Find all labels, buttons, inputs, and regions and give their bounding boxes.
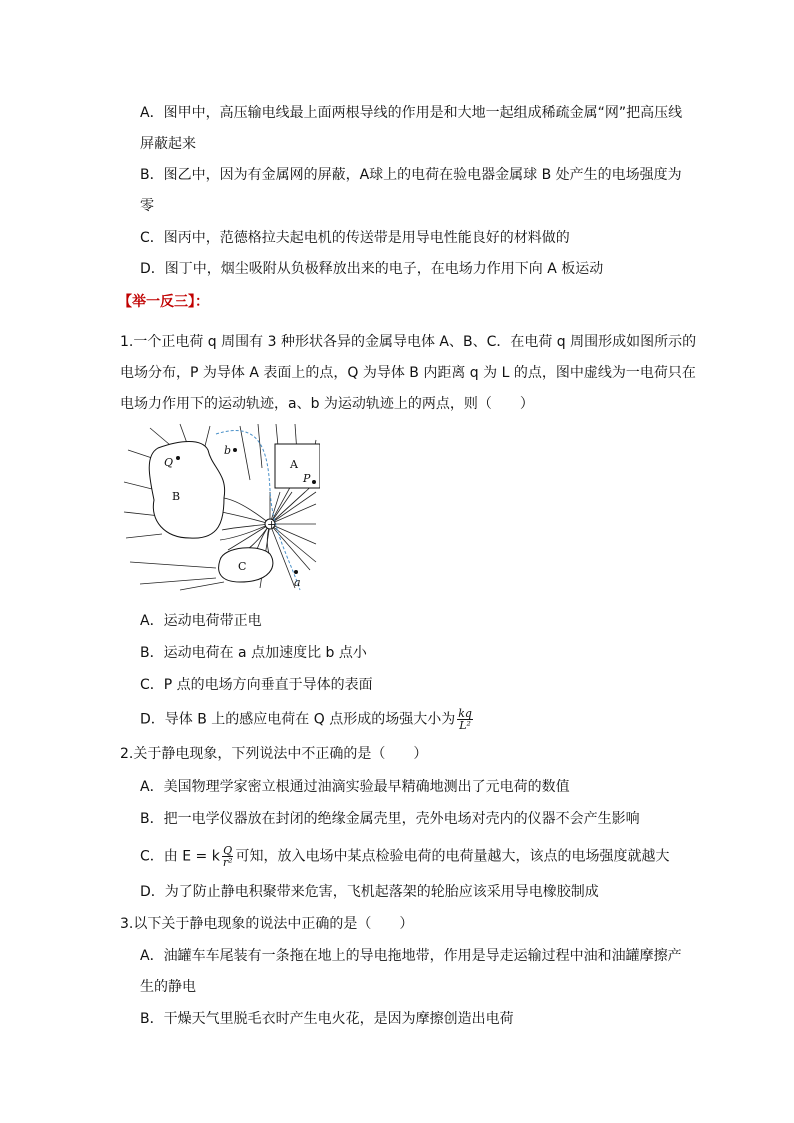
prev-option-a-line1: A．图甲中，高压输电线最上面两根导线的作用是和大地一起组成稀疏金属“网”把高压线 xyxy=(140,105,683,121)
point-q xyxy=(176,456,180,460)
q3-stem: 3.以下关于静电现象的说法中正确的是（ ） xyxy=(120,916,414,932)
label-q: Q xyxy=(164,456,174,469)
point-p xyxy=(312,480,316,484)
q1-option-a: A．运动电荷带正电 xyxy=(140,613,262,629)
label-b-point: b xyxy=(224,444,232,457)
q1-stem-line1: 1.一个正电荷 q 周围有 3 种形状各异的金属导电体 A、B、C．在电荷 q 周围形成如图所示的 xyxy=(120,334,697,350)
q1-option-d-fraction xyxy=(457,708,473,731)
prev-option-a-line2: 屏蔽起来 xyxy=(140,136,196,152)
q3-option-b: B．干燥天气里脱毛衣时产生电火花，是因为摩擦创造出电荷 xyxy=(140,1011,514,1027)
q1-stem-line2: 电场分布，P 为导体 A 表面上的点，Q 为导体 B 内距离 q 为 L 的点，图中虚线为一电荷只在 xyxy=(120,365,696,381)
q1-option-c: C．P 点的电场方向垂直于导体的表面 xyxy=(140,677,373,693)
q1-stem-line3: 电场力作用下的运动轨迹，a、b 为运动轨迹上的两点，则（ ） xyxy=(120,396,534,412)
q2-stem: 2.关于静电现象，下列说法中不正确的是（ ） xyxy=(120,746,428,762)
q2-option-c xyxy=(140,845,669,868)
label-a-point: a xyxy=(294,576,301,589)
field-diagram xyxy=(120,420,320,592)
prev-option-b-line1: B．图乙中，因为有金属网的屏蔽，A球上的电荷在验电器金属球 B 处产生的电场强度为 xyxy=(140,167,682,183)
label-c-conductor: C xyxy=(238,560,247,573)
q1-option-b: B．运动电荷在 a 点加速度比 b 点小 xyxy=(140,645,367,661)
q1-option-d-text: D．导体 B 上的感应电荷在 Q 点形成的场强大小为 xyxy=(140,711,456,728)
q1-option-d xyxy=(140,708,475,731)
fraction-numerator: Q xyxy=(223,844,233,857)
charge-sign: + xyxy=(267,518,277,531)
label-a-conductor: A xyxy=(290,458,298,471)
point-b xyxy=(233,448,237,452)
label-b-conductor: B xyxy=(172,490,181,503)
prev-option-d: D．图丁中，烟尘吸附从负极释放出来的电子，在电场力作用下向 A 板运动 xyxy=(140,261,604,277)
fraction-denominator: r² xyxy=(222,856,233,869)
section-heading: 【举一反三】： xyxy=(118,294,209,310)
q2-option-c-pre: C．由 E = k xyxy=(140,848,220,865)
prev-option-b-line2: 零 xyxy=(140,198,154,214)
label-p: P xyxy=(303,472,311,485)
conductor-b xyxy=(149,442,224,539)
q2-option-b: B．把一电学仪器放在封闭的绝缘金属壳里，壳外电场对壳内的仪器不会产生影响 xyxy=(140,811,640,827)
fraction-denominator: L² xyxy=(459,719,471,732)
q2-option-c-fraction xyxy=(222,845,234,868)
q2-option-c-post: 可知，放入电场中某点检验电荷的电荷量越大，该点的电场强度就越大 xyxy=(235,848,670,865)
q2-option-d: D．为了防止静电积聚带来危害，飞机起落架的轮胎应该采用导电橡胶制成 xyxy=(140,884,599,900)
fraction-numerator: kq xyxy=(458,707,472,720)
electric-field-figure xyxy=(120,420,320,592)
point-a xyxy=(294,570,298,574)
q2-option-a: A．美国物理学家密立根通过油滴实验最早精确地测出了元电荷的数值 xyxy=(140,779,570,795)
q3-option-a-line1: A．油罐车车尾装有一条拖在地上的导电拖地带，作用是导走运输过程中油和油罐摩擦产 xyxy=(140,948,682,964)
q3-option-a-line2: 生的静电 xyxy=(140,979,196,995)
prev-option-c: C．图丙中，范德格拉夫起电机的传送带是用导电性能良好的材料做的 xyxy=(140,230,570,246)
